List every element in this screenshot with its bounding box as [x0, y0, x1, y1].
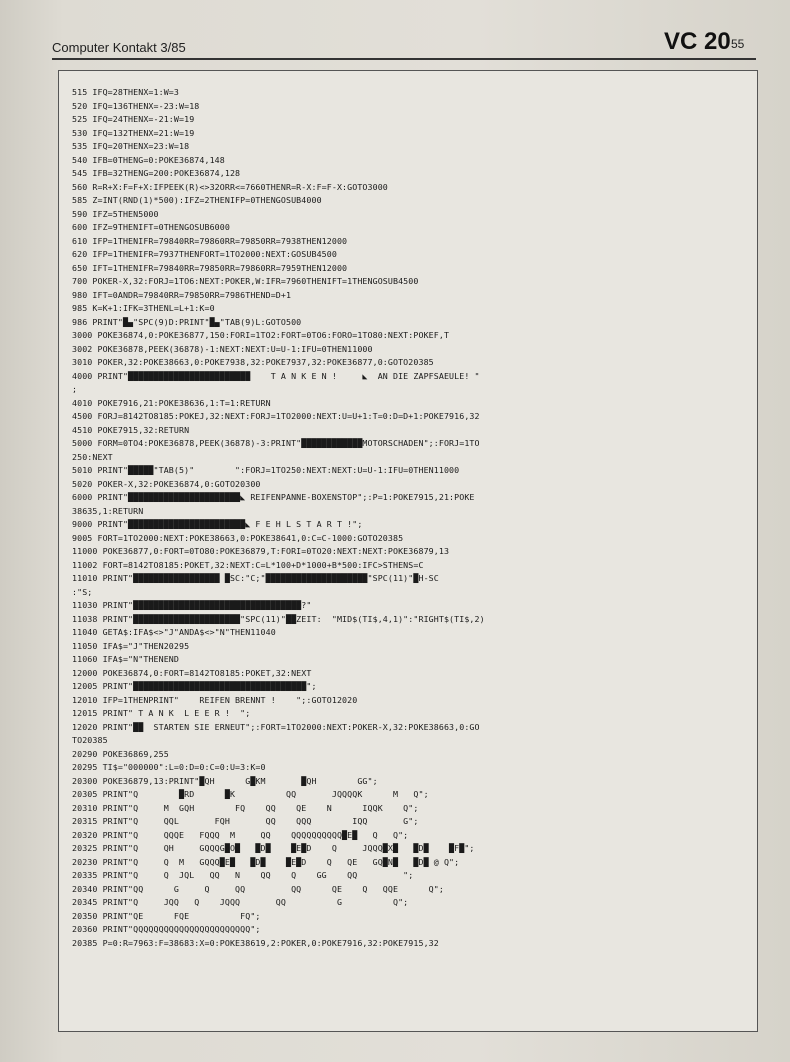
code-line: 20350 PRINT"QE FQE FQ";	[72, 910, 261, 921]
header-rule	[52, 58, 756, 60]
code-line: 3000 POKE36874,0:POKE36877,150:FORI=1TO2:FORT=0TO6:FORO=1TO80:NEXT:POKEF,T	[72, 330, 450, 340]
code-line: 600 IFZ=9THENIFT=0THENGOSUB6000	[72, 222, 230, 232]
code-line: 986 PRINT"█▄"SPC(9)D:PRINT"█▄"TAB(9)L:GOTO500	[72, 316, 302, 327]
page-number: 55	[731, 37, 745, 51]
code-line: 20300 POKE36879,13:PRINT"█QH G█KM █QH GG";	[72, 775, 378, 786]
code-line: 12015 PRINT" T A N K L E E R ! ";	[72, 708, 251, 718]
code-line: 545 IFB=32THENG=200:POKE36874,128	[72, 168, 241, 178]
code-line: ;	[72, 384, 78, 394]
code-line: 620 IFP=1THENIFR=7937THENFORT=1TO2000:NEXT:GOSUB4500	[72, 249, 337, 259]
code-line: 11040 GETA$:IFA$<>"J"ANDA$<>"N"THEN11040	[72, 627, 276, 637]
code-line: 5010 PRINT"█████"TAB(5)" ":FORJ=1TO250:NEXT:NEXT:U=U-1:IFU=0THEN11000	[72, 465, 460, 475]
code-line: 20230 PRINT"Q Q M GQQQ█E█ █D█ █E█D Q QE GQ█N█ █D█ @ Q";	[72, 856, 460, 867]
code-line: 20360 PRINT"QQQQQQQQQQQQQQQQQQQQQQQ";	[72, 924, 261, 934]
code-line: 20320 PRINT"Q QQQE FQQQ M QQ QQQQQQQQQQ█E█ Q Q";	[72, 829, 409, 840]
code-line: 985 K=K+1:IFK=3THENL=L+1:K=0	[72, 303, 215, 313]
code-line: 6000 PRINT"██████████████████████◣ REIFENPANNE-BOXENSTOP";:P=1:POKE7915,21:POKE	[72, 492, 475, 502]
code-line: 20295 TI$="000000":L=0:D=0:C=0:U=3:K=0	[72, 762, 266, 772]
code-line: 4010 POKE7916,21:POKE38636,1:T=1:RETURN	[72, 397, 271, 408]
code-line: 3002 POKE36878,PEEK(36878)-1:NEXT:NEXT:U=U-1:IFU=0THEN11000	[72, 343, 373, 354]
code-line: 520 IFQ=136THENX=-23:W=18	[72, 100, 200, 111]
code-line: 9005 FORT=1TO2000:NEXT:POKE38663,0:POKE38641,0:C=C-1000:GOTO20385	[72, 532, 404, 543]
code-line: 20315 PRINT"Q QQL FQH QQ QQQ IQQ G";	[72, 816, 419, 826]
code-line: 560 R=R+X:F=F+X:IFPEEK(R)<>32ORR<=7660THENR=R-X:F=F-X:GOTO3000	[72, 181, 388, 192]
code-line: 20290 POKE36869,255	[72, 748, 169, 759]
code-line: 12010 IFP=1THENPRINT" REIFEN BRENNT ! ";:GOTO12020	[72, 694, 358, 705]
code-line: 20335 PRINT"Q Q JQL QQ N QQ Q GG QQ ";	[72, 870, 414, 880]
code-line: 535 IFQ=20THENX=23:W=18	[72, 141, 190, 151]
basic-listing	[72, 86, 752, 950]
code-line: 250:NEXT	[72, 451, 113, 462]
code-line: 20345 PRINT"Q JQQ Q JQQQ QQ G Q";	[72, 897, 409, 907]
code-line: 11050 IFA$="J"THEN20295	[72, 640, 190, 651]
code-line: 4510 POKE7915,32:RETURN	[72, 424, 190, 435]
code-line: 4500 FORJ=8142TO8185:POKEJ,32:NEXT:FORJ=1TO2000:NEXT:U=U+1:T=0:D=D+1:POKE7916,32	[72, 411, 480, 421]
code-line: 20325 PRINT"Q QH GQQQG█O█ █D█ █E█D Q JQQQ█X█ █D█ █F█";	[72, 843, 475, 853]
code-line: 38635,1:RETURN	[72, 505, 144, 516]
code-line: 11010 PRINT"█████████████████ █SC:"C;"████████████████████"SPC(11)"█H-SC	[72, 573, 439, 583]
code-line: 12000 POKE36874,0:FORT=8142TO8185:POKET,32:NEXT	[72, 667, 312, 678]
code-line: 11060 IFA$="N"THENEND	[72, 654, 179, 664]
code-line: 9000 PRINT"███████████████████████◣ F E H L S T A R T !";	[72, 519, 363, 529]
magazine-issue: Computer Kontakt 3/85	[52, 40, 186, 55]
code-line: 20310 PRINT"Q M GQH FQ QQ QE N IQQK Q";	[72, 802, 419, 813]
code-line: 530 IFQ=132THENX=21:W=19	[72, 127, 195, 138]
code-line: 20385 P=0:R=7963:F=38683:X=0:POKE38619,2:POKER,0:POKE7916,32:POKE7915,32	[72, 937, 439, 948]
code-line: 20305 PRINT"Q █RD █K QQ JQQQQK M Q";	[72, 789, 429, 799]
code-line: 12005 PRINT"██████████████████████████████████";	[72, 681, 317, 691]
code-line: 12020 PRINT"██ STARTEN SIE ERNEUT";:FORT=1TO2000:NEXT:POKER-X,32:POKE38663,0:GO	[72, 721, 480, 732]
code-line: 11038 PRINT"█████████████████████"SPC(11)"██ZEIT: "MID$(TI$,4,1)":"RIGHT$(TI$,2)	[72, 613, 485, 624]
code-line: 700 POKER-X,32:FORJ=1TO6:NEXT:POKER,W:IFR=7960THENIFT=1THENGOSUB4500	[72, 276, 419, 286]
code-line: 585 Z=INT(RND(1)*500):IFZ=2THENIFP=0THENGOSUB4000	[72, 195, 322, 205]
code-line: 11000 POKE36877,0:FORT=0TO80:POKE36879,T:FORI=0TO20:NEXT:NEXT:POKE36879,13	[72, 546, 450, 556]
code-line: 5000 FORM=0TO4:POKE36878,PEEK(36878)-3:PRINT"████████████MOTORSCHADEN";:FORJ=1TO	[72, 438, 480, 448]
code-line: 20340 PRINT"QQ G Q QQ QQ QE Q QQE Q";	[72, 883, 444, 894]
code-line: 590 IFZ=5THEN5000	[72, 208, 159, 219]
code-line: 540 IFB=0THENG=0:POKE36874,148	[72, 154, 225, 165]
code-line: :"S;	[72, 586, 93, 597]
code-line: 650 IFT=1THENIFR=79840RR=79850RR=79860RR=7959THEN12000	[72, 262, 348, 273]
code-line: 5020 POKER-X,32:POKE36874,0:GOTO20300	[72, 478, 261, 489]
code-line: TO20385	[72, 735, 108, 745]
code-line: 4000 PRINT"████████████████████████ T A N K E N ! ◣ AN DIE ZAPFSAEULE! "	[72, 370, 480, 381]
code-line: 525 IFQ=24THENX=-21:W=19	[72, 114, 195, 124]
code-line: 980 IFT=0ANDR=79840RR=79850RR=7986THEND=D+1	[72, 289, 292, 300]
section-title: VC 20	[664, 28, 731, 55]
code-line: 11002 FORT=8142TO8185:POKET,32:NEXT:C=L*100+D*1000+B*500:IFC>STHENS=C	[72, 559, 424, 570]
page-header	[52, 28, 756, 58]
code-line: 3010 POKER,32:POKE38663,0:POKE7938,32:POKE7937,32:POKE36877,0:GOTO20385	[72, 357, 434, 367]
code-line: 11030 PRINT"█████████████████████████████████?"	[72, 600, 312, 610]
code-line: 610 IFP=1THENIFR=79840RR=79860RR=79850RR=7938THEN12000	[72, 235, 348, 246]
code-line: 515 IFQ=28THENX=1:W=3	[72, 87, 179, 97]
